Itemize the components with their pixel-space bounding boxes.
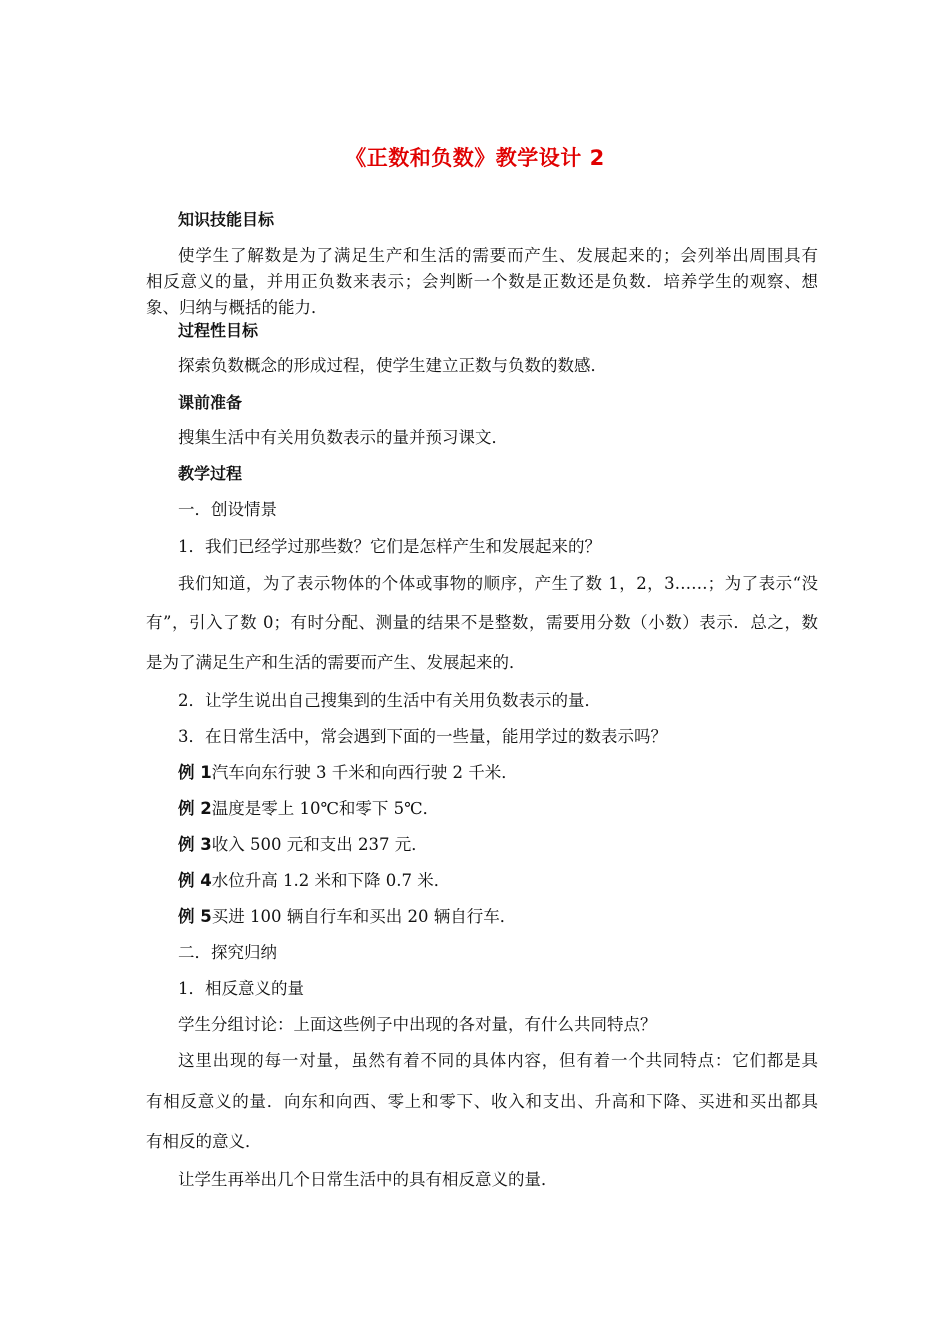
paragraph-line: 有相反的意义． [146, 1132, 262, 1151]
example-text: 水位升高 1.2 米和下降 0.7 米． [211, 871, 451, 890]
paragraph-line: 我们知道，为了表示物体的个体或事物的顺序，产生了数 1，2，3……；为了表示“没 [178, 574, 818, 593]
example-text: 买进 100 辆自行车和买出 20 辆自行车． [211, 907, 517, 926]
example-label: 例 2 [178, 799, 212, 818]
example-label: 例 3 [178, 835, 212, 854]
example-label: 例 1 [178, 763, 212, 782]
example-text: 收入 500 元和支出 237 元． [211, 835, 428, 854]
example-item [178, 762, 818, 784]
paragraph-line: 1．我们已经学过那些数？它们是怎样产生和发展起来的？ [178, 537, 601, 556]
paragraph-line: 是为了满足生产和生活的需要而产生、发展起来的． [146, 653, 526, 672]
section-heading: 一．创设情景 [178, 500, 277, 519]
paragraph-line: 3．在日常生活中，常会遇到下面的一些量，能用学过的数表示吗？ [178, 727, 667, 746]
heading-preparation: 课前准备 [178, 393, 243, 412]
section-heading: 二．探究归纳 [178, 943, 277, 962]
paragraph-line: 有相反意义的量．向东和向西、零上和零下、收入和支出、升高和下降、买进和买出都具 [146, 1092, 818, 1111]
paragraph-line: 象、归纳与概括的能力． [146, 298, 328, 317]
paragraph-line: 有”，引入了数 0；有时分配、测量的结果不是整数，需要用分数（小数）表示．总之，数 [146, 613, 818, 632]
example-text: 汽车向东行驶 3 千米和向西行驶 2 千米． [211, 763, 518, 782]
example-item [178, 798, 818, 820]
paragraph-line: 相反意义的量，并用正负数来表示；会判断一个数是正数还是负数．培养学生的观察、想 [146, 272, 818, 291]
paragraph-line: 让学生再举出几个日常生活中的具有相反意义的量． [178, 1170, 558, 1189]
example-text: 温度是零上 10℃和零下 5℃． [211, 799, 440, 818]
paragraph-line: 这里出现的每一对量，虽然有着不同的具体内容，但有着一个共同特点：它们都是具 [178, 1051, 818, 1070]
example-item [178, 870, 818, 892]
paragraph-line: 探索负数概念的形成过程，使学生建立正数与负数的数感． [178, 356, 607, 375]
heading-teaching-process: 教学过程 [178, 464, 243, 483]
heading-knowledge-goals: 知识技能目标 [178, 210, 275, 229]
example-item [178, 834, 818, 856]
paragraph-line: 2．让学生说出自己搜集到的生活中有关用负数表示的量． [178, 691, 601, 710]
paragraph-line: 学生分组讨论：上面这些例子中出现的各对量，有什么共同特点？ [178, 1015, 657, 1034]
paragraph-line: 搜集生活中有关用负数表示的量并预习课文． [178, 428, 508, 447]
document-title: 《正数和负数》教学设计 2 [345, 146, 605, 170]
example-label: 例 4 [178, 871, 212, 890]
example-item [178, 906, 818, 928]
heading-process-goals: 过程性目标 [178, 321, 259, 340]
paragraph-line: 使学生了解数是为了满足生产和生活的需要而产生、发展起来的；会列举出周围具有 [178, 246, 818, 265]
subsection-heading: 1．相反意义的量 [178, 979, 304, 998]
example-label: 例 5 [178, 907, 212, 926]
